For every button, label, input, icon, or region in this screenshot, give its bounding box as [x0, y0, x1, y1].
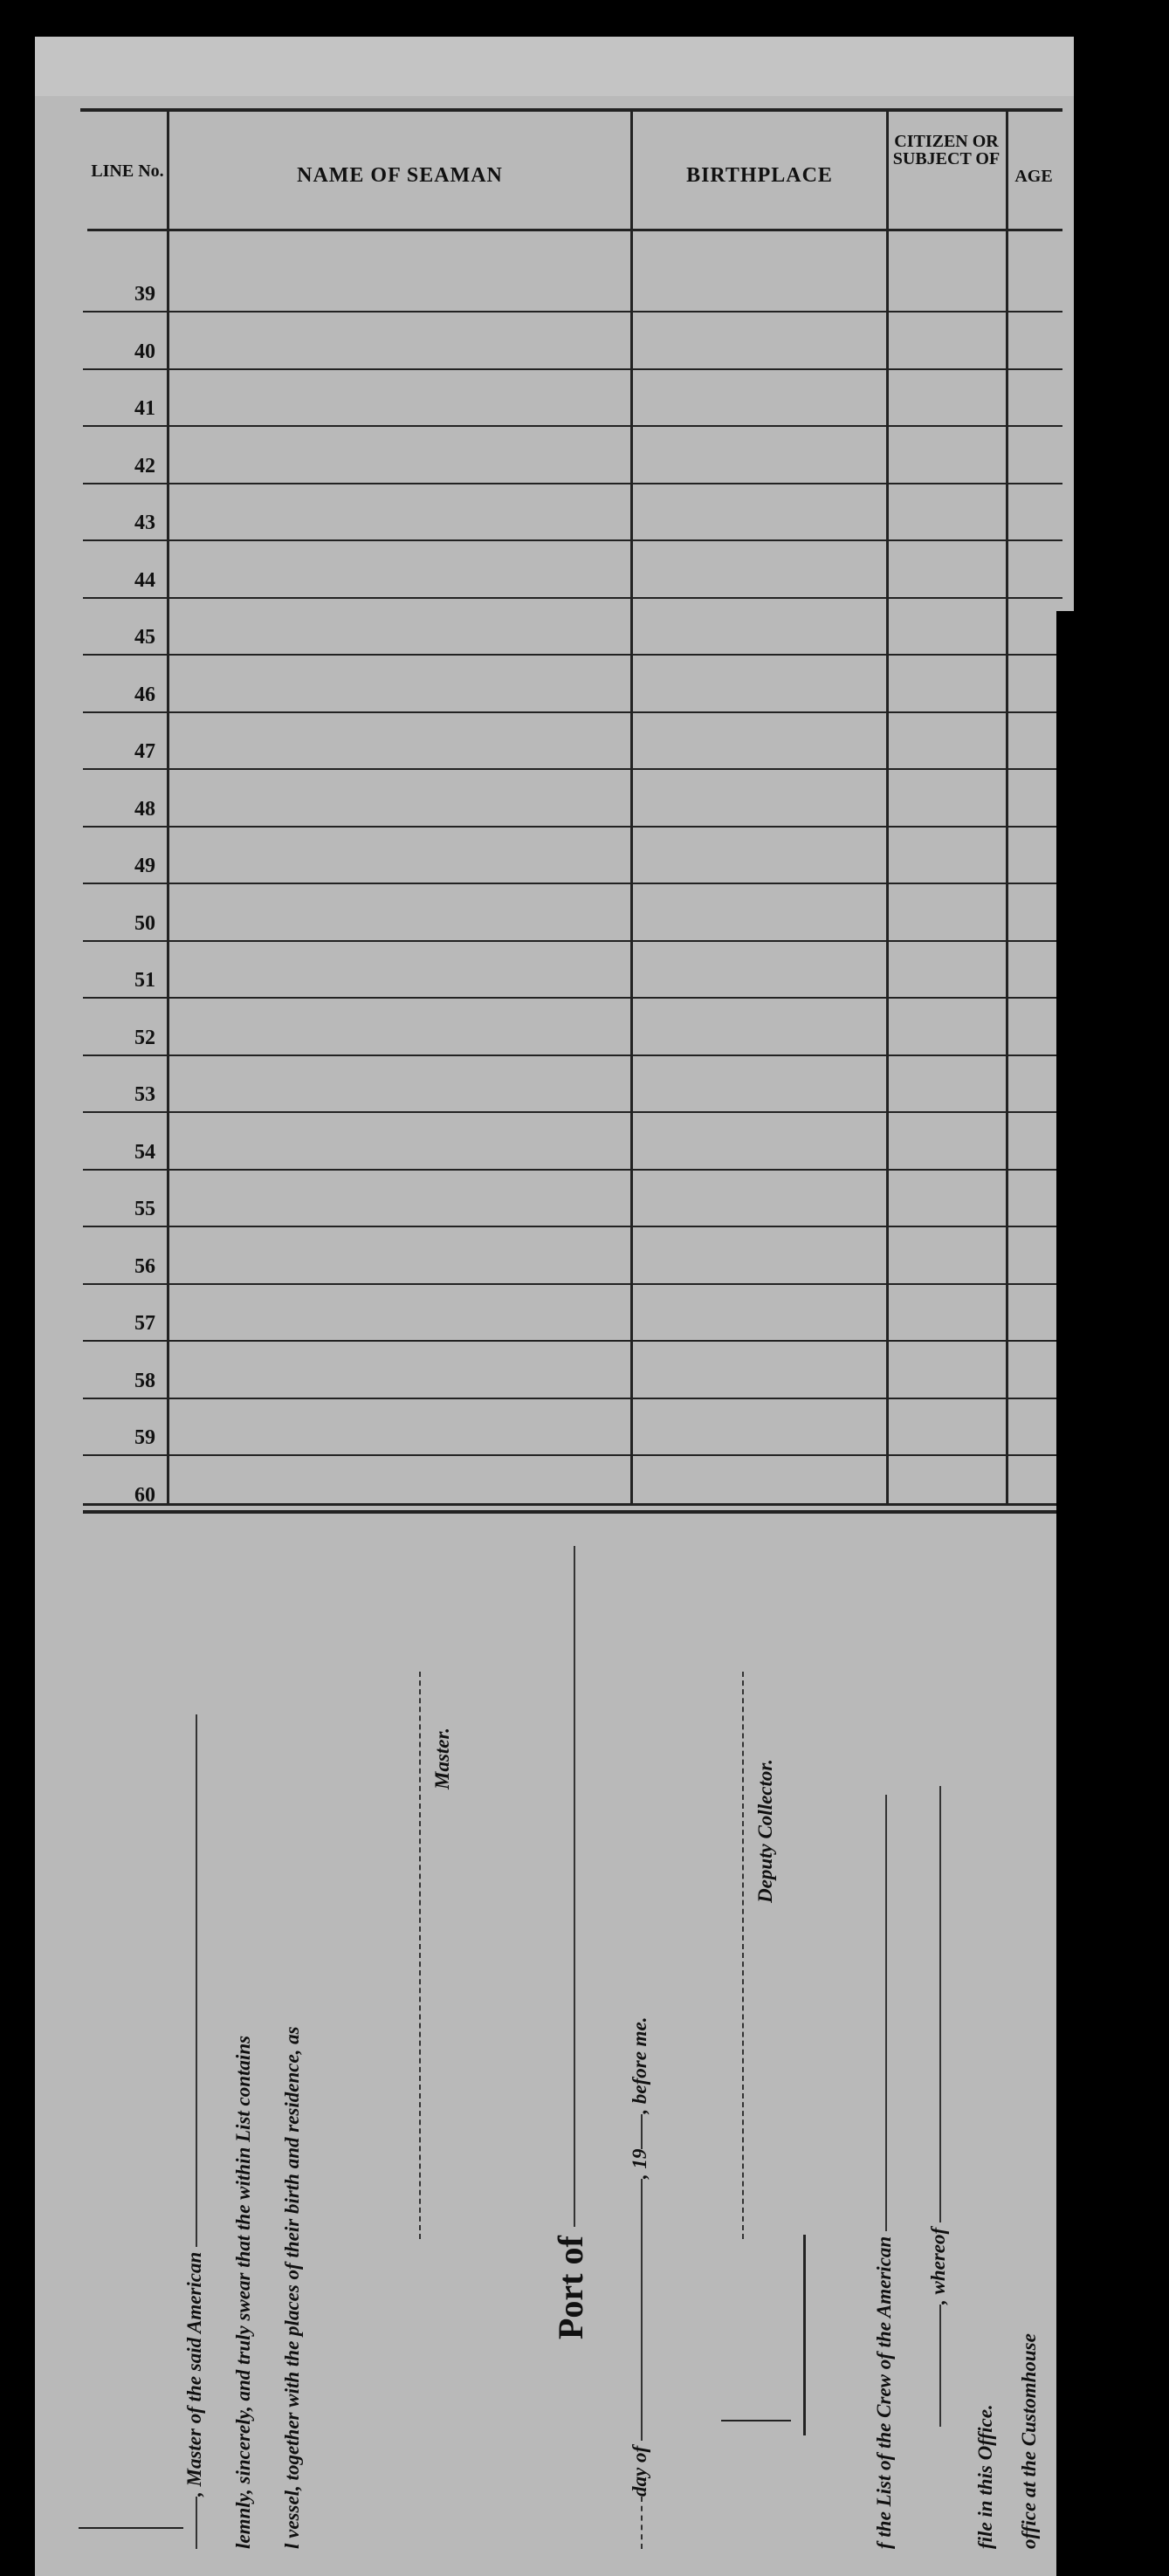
- line-number: 49: [134, 855, 155, 877]
- col-divider-line-no: [167, 112, 169, 1503]
- row-separator: [83, 539, 1062, 541]
- col-divider-birthplace: [886, 112, 889, 1503]
- line-number: 58: [134, 1370, 155, 1392]
- port-blank: [574, 1546, 575, 2227]
- line-number: 51: [134, 969, 155, 992]
- line-number: 56: [134, 1255, 155, 1278]
- row-separator: [83, 711, 1062, 713]
- line-number: 44: [134, 569, 155, 592]
- header-citizen: CITIZEN OR SUBJECT OF: [892, 132, 1001, 168]
- seal-mark-vertical: [803, 2235, 806, 2435]
- whereof-line: , whereof: [927, 1786, 950, 2427]
- master-name-blank: [196, 2497, 197, 2549]
- torn-page-edge: [1056, 611, 1083, 2576]
- line-number: 50: [134, 912, 155, 935]
- deputy-signature-line: [735, 1672, 751, 2239]
- master-label: Master.: [431, 1728, 453, 1789]
- line-number: 41: [134, 397, 155, 420]
- office-line: office at the Customhouse: [1018, 2333, 1040, 2549]
- table-bottom-rule: [83, 1503, 1062, 1506]
- oath-line-3: l vessel, together with the places of their birth and residence, as: [281, 2026, 303, 2549]
- crew-list-line: f the List of the Crew of the American: [873, 1795, 896, 2549]
- row-separator: [83, 883, 1062, 884]
- margin-rule-bottom: [79, 2527, 183, 2529]
- row-separator: [83, 1226, 1062, 1227]
- line-number: 39: [134, 283, 155, 306]
- page-top-strip: [35, 37, 1074, 96]
- line-number: 47: [134, 740, 155, 763]
- row-separator: [83, 483, 1062, 484]
- line-number: 59: [134, 1426, 155, 1449]
- line-number: 53: [134, 1083, 155, 1106]
- row-separator: [83, 425, 1062, 427]
- line-number: 55: [134, 1198, 155, 1220]
- header-age: AGE: [1014, 167, 1053, 186]
- vessel-blank: [885, 1795, 887, 2231]
- line-number: 45: [134, 626, 155, 649]
- header-bottom-rule: [87, 229, 1062, 231]
- line-number: 48: [134, 798, 155, 821]
- vessel-name-blank: [196, 1714, 197, 2247]
- line-number: 46: [134, 683, 155, 706]
- col-divider-name: [630, 112, 633, 1503]
- month-blank: [641, 2179, 643, 2441]
- line-number: 54: [134, 1141, 155, 1164]
- file-line: file in this Office.: [974, 2404, 996, 2549]
- oath-line-2: lemnly, sincerely, and truly swear that the within List contains: [232, 2035, 254, 2549]
- row-separator: [83, 940, 1062, 942]
- row-separator: [83, 311, 1062, 313]
- year-blank: [641, 2114, 643, 2149]
- row-separator: [83, 1454, 1062, 1456]
- row-separator: [83, 597, 1062, 599]
- row-separator: [83, 1283, 1062, 1285]
- header-name-of-seaman: NAME OF SEAMAN: [297, 164, 503, 187]
- table-top-rule: [80, 108, 1062, 112]
- line-number: 42: [134, 455, 155, 477]
- line-number: 52: [134, 1027, 155, 1049]
- master-signature-line: [412, 1672, 428, 2239]
- port-of-label: Port of: [550, 1546, 591, 2339]
- header-line-no: LINE No.: [91, 161, 164, 181]
- line-number: 40: [134, 340, 155, 363]
- oath-line-1: , Master of the said American: [183, 1714, 206, 2549]
- line-number: 57: [134, 1312, 155, 1335]
- row-separator: [83, 1398, 1062, 1399]
- row-separator: [83, 826, 1062, 828]
- row-separator: [83, 768, 1062, 770]
- row-separator: [83, 1340, 1062, 1342]
- row-separator: [83, 1111, 1062, 1113]
- row-separator: [83, 654, 1062, 656]
- row-separator: [83, 1512, 1062, 1514]
- col-divider-citizen: [1006, 112, 1008, 1503]
- row-separator: [83, 1054, 1062, 1056]
- seal-mark-horizontal: [721, 2420, 791, 2421]
- line-number: 43: [134, 512, 155, 534]
- header-birthplace: BIRTHPLACE: [686, 164, 833, 187]
- row-separator: [83, 1169, 1062, 1171]
- sworn-date-line: day of , 19, before me.: [629, 2016, 651, 2549]
- row-separator: [83, 368, 1062, 370]
- row-separator: [83, 997, 1062, 999]
- line-number: 60: [134, 1484, 155, 1507]
- deputy-collector-label: Deputy Collector.: [754, 1759, 776, 1903]
